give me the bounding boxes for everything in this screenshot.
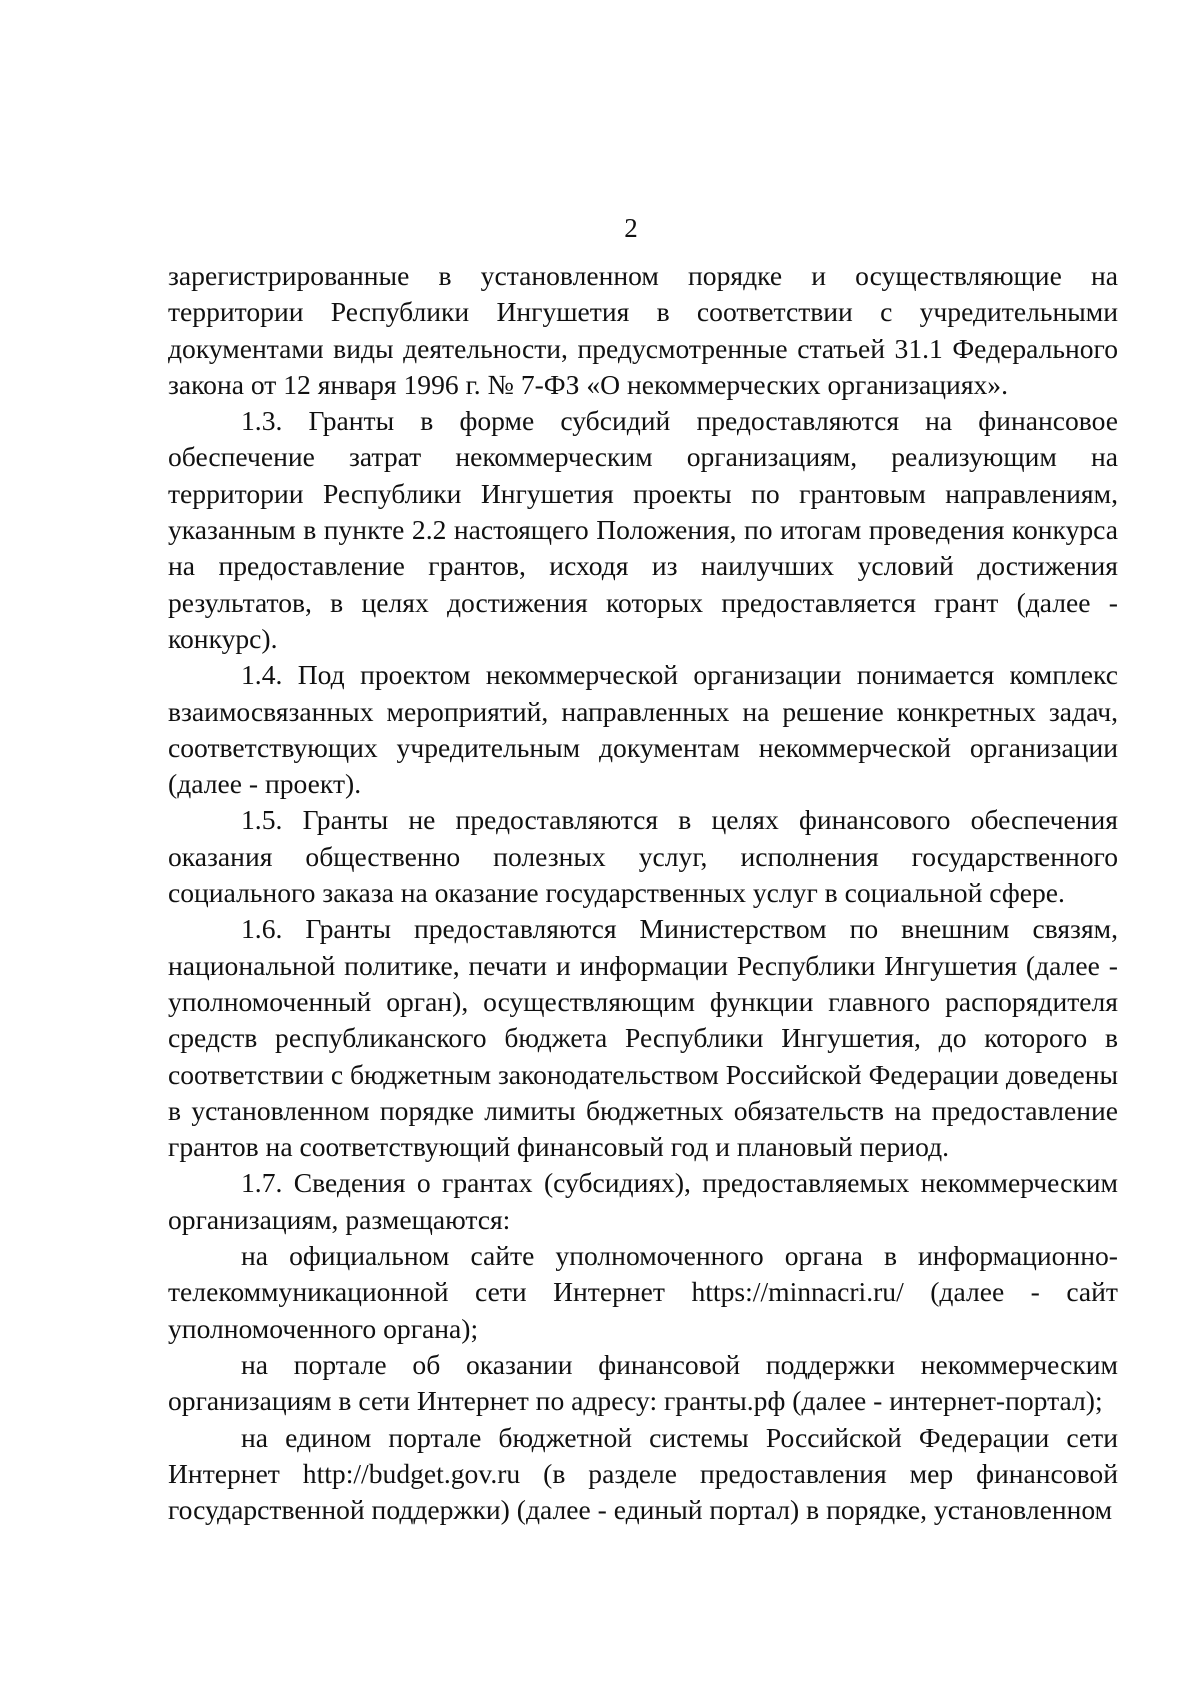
paragraph-1-6: 1.6. Гранты предоставляются Министерством по внешним связям, национальной политике, печати и информации Республики Ингушетия (далее - уполномоченный орган), осуществляющим функции главного распорядителя средств республиканского бюджета Республики Ингушетия, до которого в соответствии с бюджетным законодательством Российской Федерации доведены в установленном порядке лимиты бюджетных обязательств на предоставление грантов на соответствующий финансовый год и плановый период. bbox=[168, 913, 1118, 1163]
paragraph-1-5: 1.5. Гранты не предоставляются в целях финансового обеспечения оказания общественно полезных услуг, исполнения государственного социального заказа на оказание государственных услуг в социальной сфере. bbox=[168, 804, 1118, 909]
paragraph-1-4: 1.4. Под проектом некоммерческой организации понимается комплекс взаимосвязанных мероприятий, направленных на решение конкретных задач, соответствующих учредительным документам некоммерческой организации (далее - проект). bbox=[168, 659, 1118, 800]
paragraph-unified-portal: на едином портале бюджетной системы Российской Федерации сети Интернет http://budget.gov.ru (в разделе предоставления мер финансовой государственной поддержки) (далее - единый портал) в порядке, установленном bbox=[168, 1421, 1118, 1526]
paragraph-1-3: 1.3. Гранты в форме субсидий предоставляются на финансовое обеспечение затрат некоммерческим организациям, реализующим на территории Республики Ингушетия проекты по грантовым направлениям, указанным в пункте 2.2 настоящего Положения, по итогам проведения конкурса на предоставление грантов, исходя из наилучших условий достижения результатов, в целях достижения которых предоставляется грант (далее - конкурс). bbox=[168, 405, 1118, 654]
page-number: 2 bbox=[624, 213, 638, 243]
paragraph-continuation: зарегистрированные в установленном порядке и осуществляющие на территории Республики Ингушетия в соответствии с учредительными документами виды деятельности, предусмотренные статьей 31.1 Федерального закона от 12 января 1996 г. № 7-ФЗ «О некоммерческих организациях». bbox=[168, 260, 1118, 400]
paragraph-internet-portal: на портале об оказании финансовой поддержки некоммерческим организациям в сети Интернет по адресу: гранты.рф (далее - интернет-портал); bbox=[168, 1348, 1118, 1417]
paragraph-1-7: 1.7. Сведения о грантах (субсидиях), предоставляемых некоммерческим организациям, размещаются: bbox=[168, 1167, 1118, 1235]
document-body bbox=[168, 258, 1118, 1528]
paragraph-official-site: на официальном сайте уполномоченного органа в информационно-телекоммуникационной сети Интернет https://minnacri.ru/ (далее - сайт уполномоченного органа); bbox=[168, 1240, 1118, 1344]
